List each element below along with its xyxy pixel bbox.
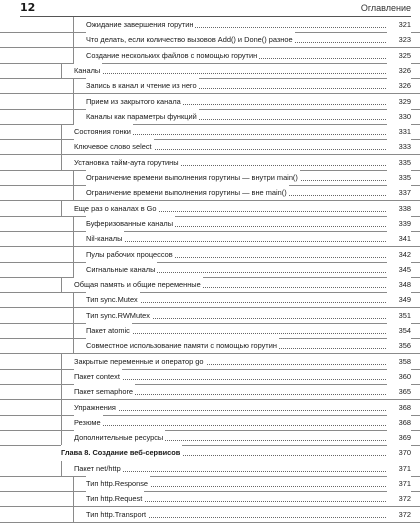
toc-entry-label: Каналы как параметры функций (86, 109, 199, 124)
toc-entry-label: Тип http.Response (86, 476, 150, 491)
tree-connector (73, 170, 74, 185)
toc-entry (0, 323, 420, 339)
toc-entry (0, 415, 420, 431)
toc-entry-page: 356 (387, 338, 411, 353)
toc-entry-page: 348 (387, 277, 411, 292)
toc-entry-label: Буферизованные каналы (86, 216, 175, 231)
toc-entry-page: 349 (387, 292, 411, 307)
tree-connector (73, 292, 74, 307)
toc-entry (0, 231, 420, 247)
toc-entry (0, 308, 420, 324)
toc-entry (0, 78, 420, 94)
tree-connector (61, 354, 62, 369)
tree-connector (61, 415, 62, 430)
toc-entry-page: 331 (387, 124, 411, 139)
tree-connector (73, 216, 74, 231)
toc-entry-page: 358 (387, 354, 411, 369)
tree-connector (73, 78, 74, 93)
toc-entry-label: Ограничение времени выполнения горутины — вне main() (86, 185, 289, 200)
toc-entry-label: Ключевое слово select (74, 139, 154, 154)
toc-entry-page: 333 (387, 139, 411, 154)
dot-leader (74, 410, 386, 411)
toc-entry-page: 372 (387, 491, 411, 506)
toc-entry-label: Совместное использование памяти с помощью горутин (86, 338, 279, 353)
tree-connector (73, 185, 74, 200)
toc-entry-page: 335 (387, 170, 411, 185)
tree-connector (73, 308, 74, 323)
toc-entry-page: 354 (387, 323, 411, 338)
toc-entry-page: 371 (387, 461, 411, 476)
tree-connector (73, 491, 74, 506)
toc-entry-label: Ограничение времени выполнения горутины — внутри main() (86, 170, 300, 185)
toc-entry (0, 109, 420, 125)
toc-entry-label: Дополнительные ресурсы (74, 430, 165, 445)
toc-entry (0, 369, 420, 385)
toc-entry (0, 262, 420, 278)
toc-entry-label: Глава 8. Создание веб-сервисов (61, 445, 182, 460)
tree-connector (73, 247, 74, 262)
toc-entry-label: Ожидание завершения горутин (86, 17, 195, 32)
toc-entry-page: 330 (387, 109, 411, 124)
tree-connector (73, 338, 74, 353)
toc-entry-label: Nil-каналы (86, 231, 124, 246)
toc-entry (0, 277, 420, 293)
tree-connector (73, 323, 74, 338)
tree-connector (73, 262, 74, 277)
toc-entry-page: 326 (387, 63, 411, 78)
toc-entry-label: Что делать, если количество вызовов Add() и Done() разное (86, 32, 295, 47)
toc-entry-page: 368 (387, 415, 411, 430)
toc-entry (0, 354, 420, 370)
toc-entry-page: 325 (387, 48, 411, 63)
toc-entry-label: Общая память и общие переменные (74, 277, 203, 292)
toc-entry (0, 430, 420, 446)
toc-entry (0, 400, 420, 416)
tree-connector (61, 369, 62, 384)
toc-entry (0, 94, 420, 110)
toc-entry (0, 185, 420, 201)
toc-entry (0, 461, 420, 477)
toc-entry-label: Создание нескольких файлов с помощью горутин (86, 48, 259, 63)
toc-entry-page: 371 (387, 476, 411, 491)
toc-entry-label: Прием из закрытого канала (86, 94, 183, 109)
toc-entry (0, 48, 420, 64)
toc-entry-label: Упражнения (74, 400, 118, 415)
toc-entry-label: Запись в канал и чтение из него (86, 78, 199, 93)
toc-entry (0, 247, 420, 263)
toc-entry (0, 32, 420, 48)
toc-entry (0, 338, 420, 354)
toc-entry-label: Закрытые переменные и оператор go (74, 354, 206, 369)
tree-connector (61, 277, 62, 292)
dot-leader (74, 425, 386, 426)
toc-entry-page: 337 (387, 185, 411, 200)
toc-entry (0, 292, 420, 308)
toc-entry-page: 345 (387, 262, 411, 277)
tree-connector (61, 201, 62, 216)
tree-connector (61, 155, 62, 170)
toc-entry-page: 365 (387, 384, 411, 399)
toc-entry-label: Тип sync.Mutex (86, 292, 140, 307)
toc-entry-page: 342 (387, 247, 411, 262)
toc-entry-page: 321 (387, 17, 411, 32)
toc-entry-label: Сигнальные каналы (86, 262, 157, 277)
toc-entry (0, 124, 420, 140)
toc-entry-label: Пакет semaphore (74, 384, 135, 399)
toc-entry-page: 326 (387, 78, 411, 93)
tree-connector (61, 124, 62, 139)
toc-entry (0, 155, 420, 171)
toc-entry-label: Пакет net/http (74, 461, 123, 476)
toc-entry-page: 323 (387, 32, 411, 47)
toc-entry-label: Пулы рабочих процессов (86, 247, 175, 262)
tree-connector (73, 94, 74, 109)
toc-entry (0, 384, 420, 400)
toc-entry (0, 445, 420, 460)
toc-entry (0, 491, 420, 507)
tree-connector (61, 430, 62, 445)
toc-entry-label: Еще раз о каналах в Go (74, 201, 159, 216)
toc-entry-page: 339 (387, 216, 411, 231)
toc-entry (0, 507, 420, 523)
toc-entry-label: Тип http.Transport (86, 507, 148, 522)
running-title: Оглавление (360, 3, 411, 13)
tree-connector (73, 32, 74, 47)
toc-entry (0, 63, 420, 79)
toc-entry (0, 201, 420, 217)
toc-entry-label: Тип http.Request (86, 491, 144, 506)
toc-entry-page: 369 (387, 430, 411, 445)
toc-entry-page: 335 (387, 155, 411, 170)
toc-entry-page: 360 (387, 369, 411, 384)
toc-entry-label: Резюме (74, 415, 103, 430)
tree-connector (73, 231, 74, 246)
toc-entry-page: 368 (387, 400, 411, 415)
toc-entry-label: Пакет context (74, 369, 122, 384)
tree-connector (61, 461, 62, 476)
toc-entry-page: 372 (387, 507, 411, 522)
toc-entry-page: 329 (387, 94, 411, 109)
tree-connector (61, 384, 62, 399)
toc-entry (0, 170, 420, 186)
toc-entry-page: 370 (387, 445, 411, 460)
tree-connector (73, 109, 74, 124)
tree-connector (73, 17, 74, 32)
toc-entry-label: Каналы (74, 63, 102, 78)
toc-entry (0, 139, 420, 155)
toc-entry-page: 351 (387, 308, 411, 323)
tree-connector (73, 48, 74, 63)
tree-connector (73, 507, 74, 522)
page-number: 12 (20, 1, 36, 14)
toc-entry-label: Состояния гонки (74, 124, 133, 139)
toc-entry-label: Пакет atomic (86, 323, 132, 338)
tree-connector (61, 400, 62, 415)
toc-entry (0, 476, 420, 492)
toc-entry-label: Тип sync.RWMutex (86, 308, 152, 323)
toc-entry (0, 17, 420, 33)
tree-connector (61, 63, 62, 78)
toc-entry-label: Установка тайм-аута горутины (74, 155, 181, 170)
toc-entry (0, 216, 420, 232)
dot-leader (74, 73, 386, 74)
tree-connector (61, 139, 62, 154)
tree-connector (73, 476, 74, 491)
toc-entry-page: 338 (387, 201, 411, 216)
toc-entry-page: 341 (387, 231, 411, 246)
dot-leader (86, 241, 386, 242)
